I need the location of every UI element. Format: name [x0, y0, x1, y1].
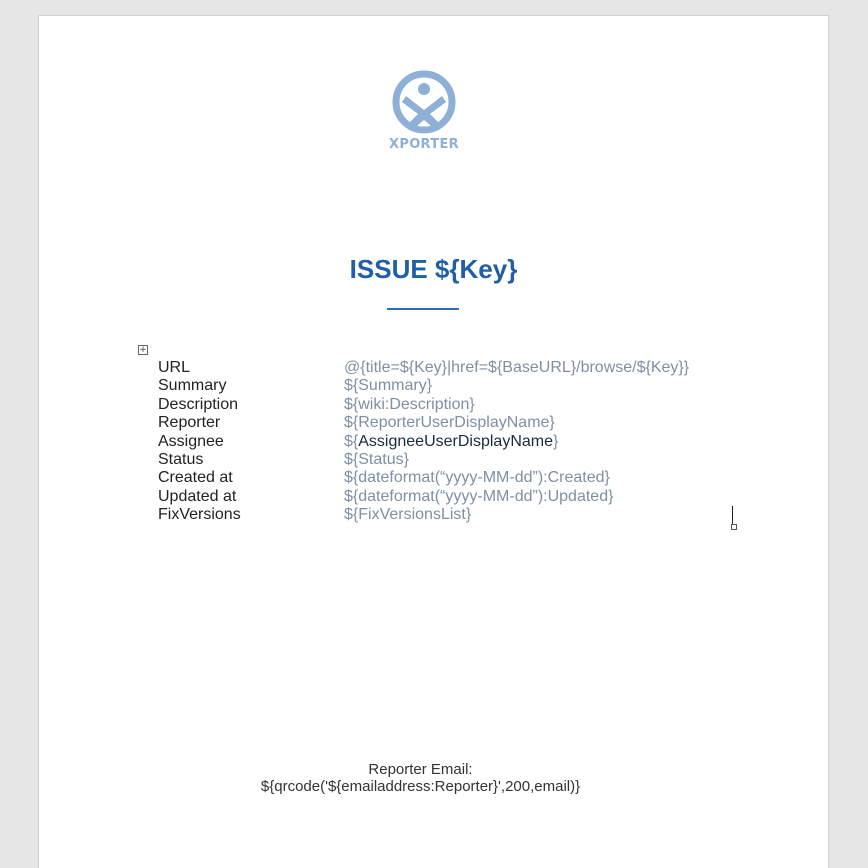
field-value[interactable]: ${FixVersionsList}: [344, 506, 472, 524]
logo-text: XPORTER: [389, 137, 459, 152]
table-move-handle-icon[interactable]: +: [139, 345, 147, 355]
value-main: AssigneeUserDisplayName: [358, 432, 553, 450]
field-label: Status: [158, 450, 204, 468]
field-label: Created at: [158, 469, 233, 487]
value-prefix: ${: [344, 432, 359, 450]
document-page[interactable]: [38, 15, 829, 868]
field-value[interactable]: [344, 433, 558, 451]
field-value[interactable]: @{title=${Key}|href=${BaseURL}/browse/${Key}}: [344, 359, 690, 376]
field-label: FixVersions: [158, 506, 241, 524]
field-value[interactable]: ${Summary}: [344, 377, 433, 395]
field-value[interactable]: ${ReporterUserDisplayName}: [344, 414, 555, 432]
field-label: Reporter: [158, 414, 221, 432]
field-value[interactable]: ${Status}: [344, 450, 409, 468]
field-label: Assignee: [158, 432, 224, 450]
text-cursor: [732, 506, 733, 524]
field-label: Description: [158, 395, 239, 413]
value-suffix: }: [553, 432, 559, 450]
field-value[interactable]: ${wiki:Description}: [344, 395, 475, 413]
field-label: URL: [158, 359, 191, 376]
field-value[interactable]: ${dateformat(“yyyy-MM-dd”):Updated}: [344, 487, 614, 505]
field-label: Summary: [158, 377, 227, 395]
field-label: Updated at: [158, 487, 237, 505]
page-title[interactable]: ISSUE ${Key}: [349, 254, 518, 284]
end-of-cell-marker: [731, 524, 737, 530]
field-value[interactable]: ${dateformat(“yyyy-MM-dd”):Created}: [344, 469, 610, 487]
title-underline: [387, 308, 459, 310]
footer-line-2: ${qrcode('${emailaddress:Reporter}',200,email)}: [260, 778, 581, 795]
footer-block[interactable]: [39, 761, 802, 795]
footer-line-1: Reporter Email:: [368, 761, 473, 778]
